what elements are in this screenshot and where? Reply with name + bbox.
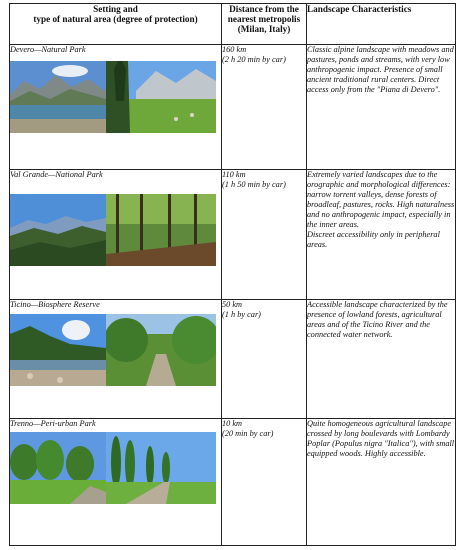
photo-pair: [10, 61, 216, 133]
photo-river: [10, 314, 106, 386]
header-distance-line3: (Milan, Italy): [237, 24, 291, 34]
header-distance-line1: Distance from the: [229, 4, 299, 14]
setting-cell: [10, 419, 222, 546]
landscape-table: [9, 3, 456, 546]
header-characteristics: Landscape Characteristics: [307, 4, 456, 45]
characteristics-cell: Accessible landscape characterized by the presence of lowland forests, agricultural areas and of the Ticino River and the connected water network.: [307, 300, 456, 419]
photo-pair: [10, 314, 216, 386]
distance-km: 160 km: [222, 45, 247, 54]
distance-km: 10 km: [222, 419, 243, 428]
table-row: [10, 170, 456, 300]
distance-cell: [222, 419, 307, 546]
distance-cell: [222, 170, 307, 300]
distance-cell: [222, 45, 307, 170]
header-distance: [222, 4, 307, 45]
setting-cell: [10, 300, 222, 419]
distance-km: 110 km: [222, 170, 246, 179]
distance-time: (1 h by car): [222, 310, 261, 319]
table-row: [10, 45, 456, 170]
distance-time: (20 min by car): [222, 429, 274, 438]
setting-cell: [10, 45, 222, 170]
distance-km: 50 km: [222, 300, 243, 309]
setting-cell: [10, 170, 222, 300]
photo-forest-path: [106, 314, 216, 386]
characteristics-cell: Classic alpine landscape with meadows and pastures, ponds and streams, with very low anthropogenic impact. Presence of small ancient traditional rural centers. Direct access only from the "Piana di Devero".: [307, 45, 456, 170]
characteristics-text: Extremely varied landscapes due to the orographic and morphological differences: narrow torrent valleys, dense forests of broadleaf, pastures, rocks. High naturalness and no anthropogenic impact, especially in the inner areas.: [307, 170, 455, 229]
photo-alpine-lake: [10, 61, 106, 133]
characteristics-cell: Quite homogeneous agricultural landscape crossed by long boulevards with Lombardy Poplar (Populus nigra "Italica"), with small equipped woods. Highly accessible.: [307, 419, 456, 546]
photo-alpine-meadow: [106, 61, 216, 133]
photo-tree-boulevard: [10, 432, 106, 504]
distance-cell: [222, 300, 307, 419]
setting-label: Trenno—Peri-urban Park: [10, 419, 96, 428]
photo-pair: [10, 194, 216, 266]
photo-valley-mountains: [10, 194, 106, 266]
photo-poplar-road: [106, 432, 216, 504]
table-row: [10, 419, 456, 546]
header-setting: [10, 4, 222, 45]
characteristics-text-extra: Discreet accessibility only in peripheral areas.: [307, 230, 440, 249]
distance-time: (1 h 50 min by car): [222, 180, 286, 189]
characteristics-cell: [307, 170, 456, 300]
setting-label: Ticino—Biosphere Reserve: [10, 300, 100, 309]
setting-label: Val Grande—National Park: [10, 170, 103, 179]
header-setting-line1: Setting and: [93, 4, 138, 14]
photo-pair: [10, 432, 216, 504]
header-distance-line2: nearest metropolis: [227, 14, 301, 24]
setting-label: Devero—Natural Park: [10, 45, 86, 54]
header-setting-line2: type of natural area (degree of protection): [33, 14, 198, 24]
photo-dense-forest: [106, 194, 216, 266]
table-header-row: [10, 4, 456, 45]
distance-time: (2 h 20 min by car): [222, 55, 286, 64]
table-row: [10, 300, 456, 419]
